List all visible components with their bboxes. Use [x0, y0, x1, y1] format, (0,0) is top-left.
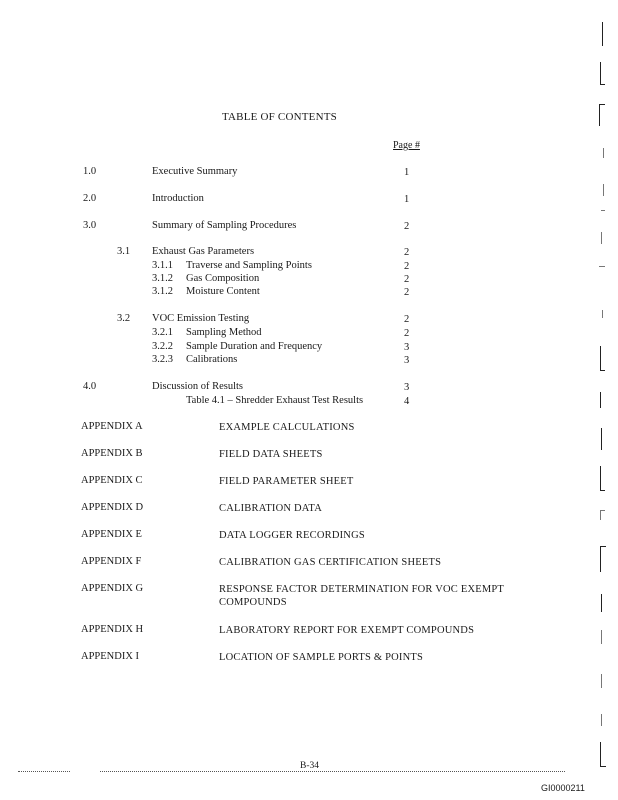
appendix-title: EXAMPLE CALCULATIONS: [219, 422, 355, 433]
bates-number: GI0000211: [541, 783, 585, 793]
appendix-label: APPENDIX E: [81, 529, 142, 540]
item-page: 2: [404, 328, 410, 339]
appendix-label: APPENDIX B: [81, 448, 143, 459]
appendix-label: APPENDIX G: [81, 583, 144, 594]
appendix-title: LOCATION OF SAMPLE PORTS & POINTS: [219, 652, 424, 663]
appendix-label: APPENDIX A: [81, 421, 143, 432]
item-title: Calibrations: [186, 354, 238, 365]
section-page: 1: [404, 194, 410, 205]
section-title: Introduction: [152, 193, 204, 204]
item-page: 2: [404, 287, 410, 298]
section-title: Summary of Sampling Procedures: [152, 220, 297, 231]
footer-page-number: B-34: [300, 761, 319, 771]
page-number-heading: Page #: [393, 140, 420, 151]
section-page: 3: [404, 382, 410, 393]
section-title: Discussion of Results: [152, 381, 244, 392]
appendix-title: LABORATORY REPORT FOR EXEMPT COMPOUNDS: [219, 625, 475, 636]
item-title: Gas Composition: [186, 273, 260, 284]
item-title: Traverse and Sampling Points: [186, 260, 312, 271]
subsection-number: 3.1: [117, 246, 131, 257]
table-page: 4: [404, 396, 410, 407]
subsection-page: 2: [404, 314, 410, 325]
item-number: 3.1.1: [152, 260, 173, 271]
appendix-title: RESPONSE FACTOR DETERMINATION FOR VOC EXEMPT: [219, 584, 505, 595]
appendix-title: FIELD DATA SHEETS: [219, 449, 323, 460]
footer-rule: [100, 771, 565, 772]
footer-rule-left: [18, 771, 70, 772]
item-page: 2: [404, 274, 410, 285]
item-number: 3.2.3: [152, 354, 173, 365]
appendix-title: CALIBRATION DATA: [219, 503, 322, 514]
appendix-title: CALIBRATION GAS CERTIFICATION SHEETS: [219, 557, 442, 568]
item-number: 3.1.2: [152, 273, 173, 284]
appendix-label: APPENDIX D: [81, 502, 144, 513]
appendix-title-line2: COMPOUNDS: [219, 597, 287, 608]
item-page: 3: [404, 355, 410, 366]
section-number: 3.0: [83, 220, 97, 231]
appendix-label: APPENDIX I: [81, 651, 140, 662]
item-title: Sample Duration and Frequency: [186, 341, 323, 352]
item-number: 3.2.2: [152, 341, 173, 352]
appendix-label: APPENDIX F: [81, 556, 142, 567]
appendix-label: APPENDIX H: [81, 624, 144, 635]
subsection-page: 2: [404, 247, 410, 258]
section-title: Executive Summary: [152, 166, 238, 177]
item-title: Sampling Method: [186, 327, 262, 338]
subsection-title: VOC Emission Testing: [152, 313, 250, 324]
subsection-title: Exhaust Gas Parameters: [152, 246, 255, 257]
toc-title: TABLE OF CONTENTS: [222, 111, 337, 123]
item-number: 3.1.2: [152, 286, 173, 297]
item-number: 3.2.1: [152, 327, 173, 338]
table-title: Table 4.1 – Shredder Exhaust Test Results: [186, 395, 364, 406]
appendix-title: DATA LOGGER RECORDINGS: [219, 530, 365, 541]
subsection-number: 3.2: [117, 313, 131, 324]
item-page: 3: [404, 342, 410, 353]
appendix-label: APPENDIX C: [81, 475, 143, 486]
section-number: 1.0: [83, 166, 97, 177]
item-title: Moisture Content: [186, 286, 260, 297]
section-page: 2: [404, 221, 410, 232]
appendix-title: FIELD PARAMETER SHEET: [219, 476, 354, 487]
section-number: 4.0: [83, 381, 97, 392]
section-page: 1: [404, 167, 410, 178]
section-number: 2.0: [83, 193, 97, 204]
item-page: 2: [404, 261, 410, 272]
